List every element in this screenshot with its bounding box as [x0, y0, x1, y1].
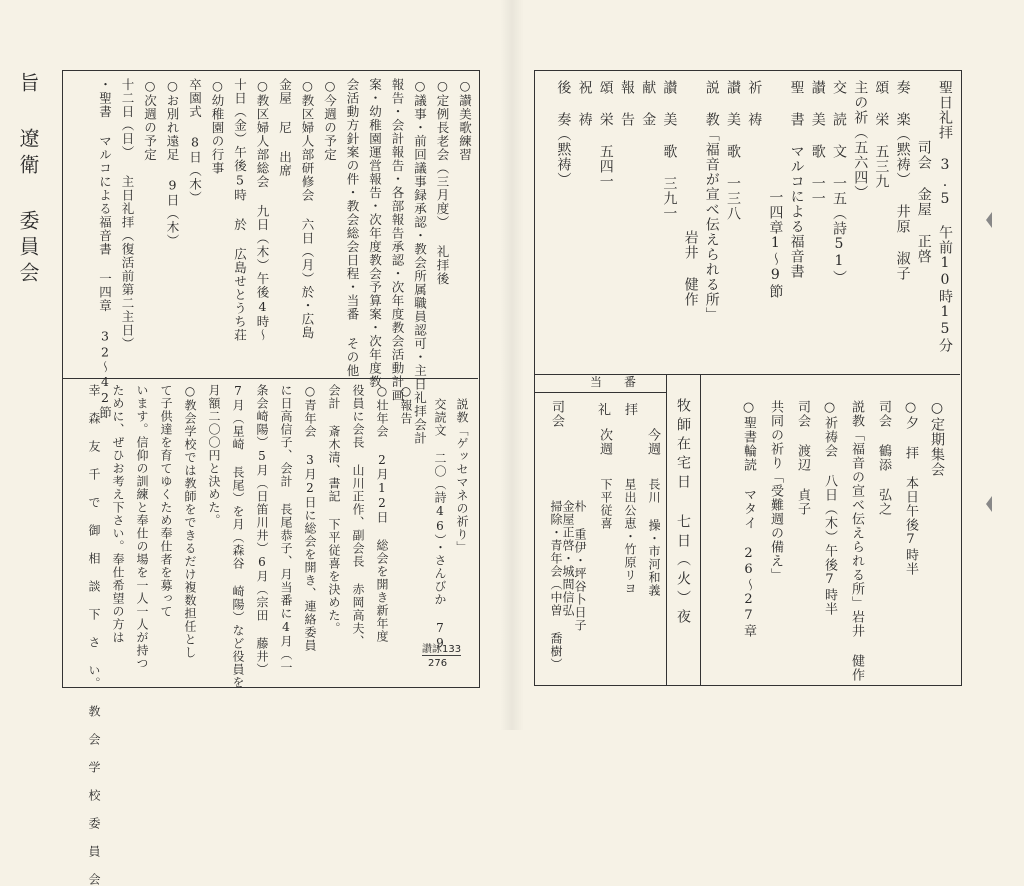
duty-header-line — [534, 392, 666, 393]
announcement-line: 十二日（日） 主日礼拝（復活前第二主日） — [120, 78, 135, 351]
announcement-line: ○議事・前回議事録承認・教会所属職員認可・主日礼拝会計 — [412, 78, 428, 445]
service-item: 一四章1〜9節 — [767, 190, 784, 299]
report-line: ○青年会 3月2日に総会を開き、連絡委員 — [303, 384, 317, 652]
punch-mark-bottom — [986, 496, 992, 512]
evening-line: 司会 渡辺 貞子 — [795, 400, 810, 516]
evening-line: ○聖書輪読 マタイ 26〜27章 — [741, 400, 756, 638]
service-item: 奏 楽（黙祷） 井原 淑子 — [894, 80, 911, 281]
announcement-line: 金屋 尼 出席 — [277, 78, 293, 178]
report-line: に日高信子、会計 長尾恭子、月当番に4月（一 — [279, 384, 293, 674]
service-item: 報 告 — [619, 80, 635, 127]
duty-next-week: 朴 重伊・坪谷卜日子 — [573, 500, 587, 632]
duty-role: 司会 — [549, 400, 564, 428]
announcement-line: ○定例長老会（三月度） 礼拝後 — [435, 78, 450, 286]
report-line: います。信仰の訓練と奉仕の場を一人一人が持つ — [135, 384, 149, 670]
duty-next-week-label: 次週 — [597, 428, 612, 456]
report-line: ○報告 — [399, 384, 413, 425]
duty-this-week-label: 今週 — [645, 428, 660, 456]
service-item: 讃 美 歌 三九一 — [661, 80, 678, 221]
pastor-home-day: 牧師在宅日 七日（火）夜 — [675, 398, 691, 628]
duty-this-week: 長川 操・市河和義 — [647, 478, 661, 597]
duty-sub-header: 礼拝 — [598, 403, 653, 418]
report-line: ○壮年会 2月12日 総会を開き新年度 — [375, 384, 389, 643]
report-line: 条会崎陽）5月（日笛川井）6月（宗田 藤井） — [255, 384, 269, 676]
report-line: 7月（星崎 長尾）を月（森谷 崎陽）など役員を — [231, 384, 245, 689]
duty-header: 当番 — [590, 375, 659, 389]
report-line: て子供達を育てゆくため奉仕者を募って — [159, 384, 173, 618]
announcement-line: 十日（金）午後5時 於 広島せとうち荘 — [232, 78, 248, 342]
announcement-line: 報告・会計報告・各部報告承認・次年度教会活動計画 — [390, 78, 405, 402]
duty-this-week: 下平従喜 — [599, 478, 613, 530]
report-line: ○教会学校では教師をできるだけ複数担任とし — [183, 384, 197, 659]
duty-divider — [666, 374, 667, 686]
service-item: 主の祈（五六四） — [852, 80, 869, 200]
service-item: 祈 祷 — [746, 80, 763, 127]
report-line: 役員に会長 山川正作、副会長 赤岡高夫、 — [351, 384, 365, 648]
duty-next-week: 掃除・青年会（中曽 喬樹） — [549, 500, 563, 671]
announcement-line: 案・幼稚園運営報告・次年度教会予算案・次年度教 — [367, 78, 383, 389]
stamp-hymn: 讃詠133 — [422, 640, 461, 656]
announcement-line: ○今週の予定 — [322, 78, 338, 162]
announcement-line: ○次週の予定 — [142, 78, 158, 162]
service-item: 聖日礼拝 3.5 午前10時15分 — [937, 80, 953, 353]
duty-this-week: 星出公恵・竹原リヨ — [623, 478, 637, 595]
service-item: 聖 書 マルコによる福音書 — [788, 80, 805, 279]
announcement-line: ・聖書 マルコによる福音書 一四章 32〜42節 — [97, 78, 113, 420]
announcement-line: ○幼稚園の行事 — [210, 78, 225, 175]
service-item: 岩井 健作 — [682, 230, 699, 307]
evening-line: 共同の祈り「受難週の備え」 — [768, 400, 783, 582]
pastor-divider — [700, 374, 701, 686]
service-item: 讃 美 歌 一三八 — [725, 80, 741, 221]
duty-next-week: 金屋正啓・城間信弘 — [561, 500, 575, 617]
evening-line: 説教「福音の宣べ伝えられる所」岩井 健作 — [849, 400, 864, 682]
service-item: 讃 美 歌 一一 — [809, 80, 826, 206]
report-line: 幸 森 友 千 で 御 相 談 下 さ い。 教 会 学 校 委 員 会 — [87, 384, 101, 886]
service-item: 司会 金屋 正啓 — [915, 140, 932, 264]
service-item: 献 金 — [640, 80, 657, 127]
evening-line: ○夕 拝 本日午後7時半 — [903, 400, 918, 576]
announcement-line: ○教区婦人部総会 九日（木）午後4時〜 — [255, 78, 270, 342]
service-item: 頌 栄 五三九 — [873, 80, 890, 189]
announcement-line: 卒園式 8日（木） — [187, 78, 203, 205]
page-fold — [500, 0, 524, 730]
announcement-line: ○讃美歌練習 — [457, 78, 473, 162]
announcement-line: ○お別れ遠足 9日（木） — [165, 78, 180, 248]
service-item: 後 奏（黙祷） — [555, 80, 572, 187]
evening-line: 司会 鶴添 弘之 — [876, 400, 891, 516]
service-item: 交 読 文 一五（詩51） — [831, 80, 847, 285]
announcement-line: ○教区婦人部研修会 六日（月）於・広島 — [300, 78, 315, 340]
report-line: ために、ぜひお考え下さい。奉仕希望の方は — [111, 384, 125, 644]
service-item: 説 教「福音が宣べ伝えられる所」 — [703, 80, 720, 322]
evening-title: ○定期集会 — [929, 400, 945, 477]
evening-line: ○祈祷会 八日（木）午後7時半 — [822, 400, 837, 616]
sermon-line: 交読文 二〇（詩46）・さんびか 79 — [433, 398, 447, 651]
report-line: 月額二〇〇円と決めた。 — [207, 384, 221, 527]
announcement-line: 会活動方針案の件・教会総会日程・当番 その他 — [345, 78, 360, 378]
report-line: 会計 斎木清、書記 下平従喜を決めた。 — [327, 384, 341, 635]
stamp-page-number: 276 — [428, 658, 448, 669]
spine-note: 旨 遼衛 委員会 — [16, 72, 40, 288]
sermon-line: 説教「ゲッセマネの祈り」 — [455, 398, 469, 554]
service-item: 頌 栄 五四一 — [597, 80, 614, 189]
service-item: 祝 祷 — [576, 80, 593, 127]
punch-mark-top — [986, 212, 992, 228]
